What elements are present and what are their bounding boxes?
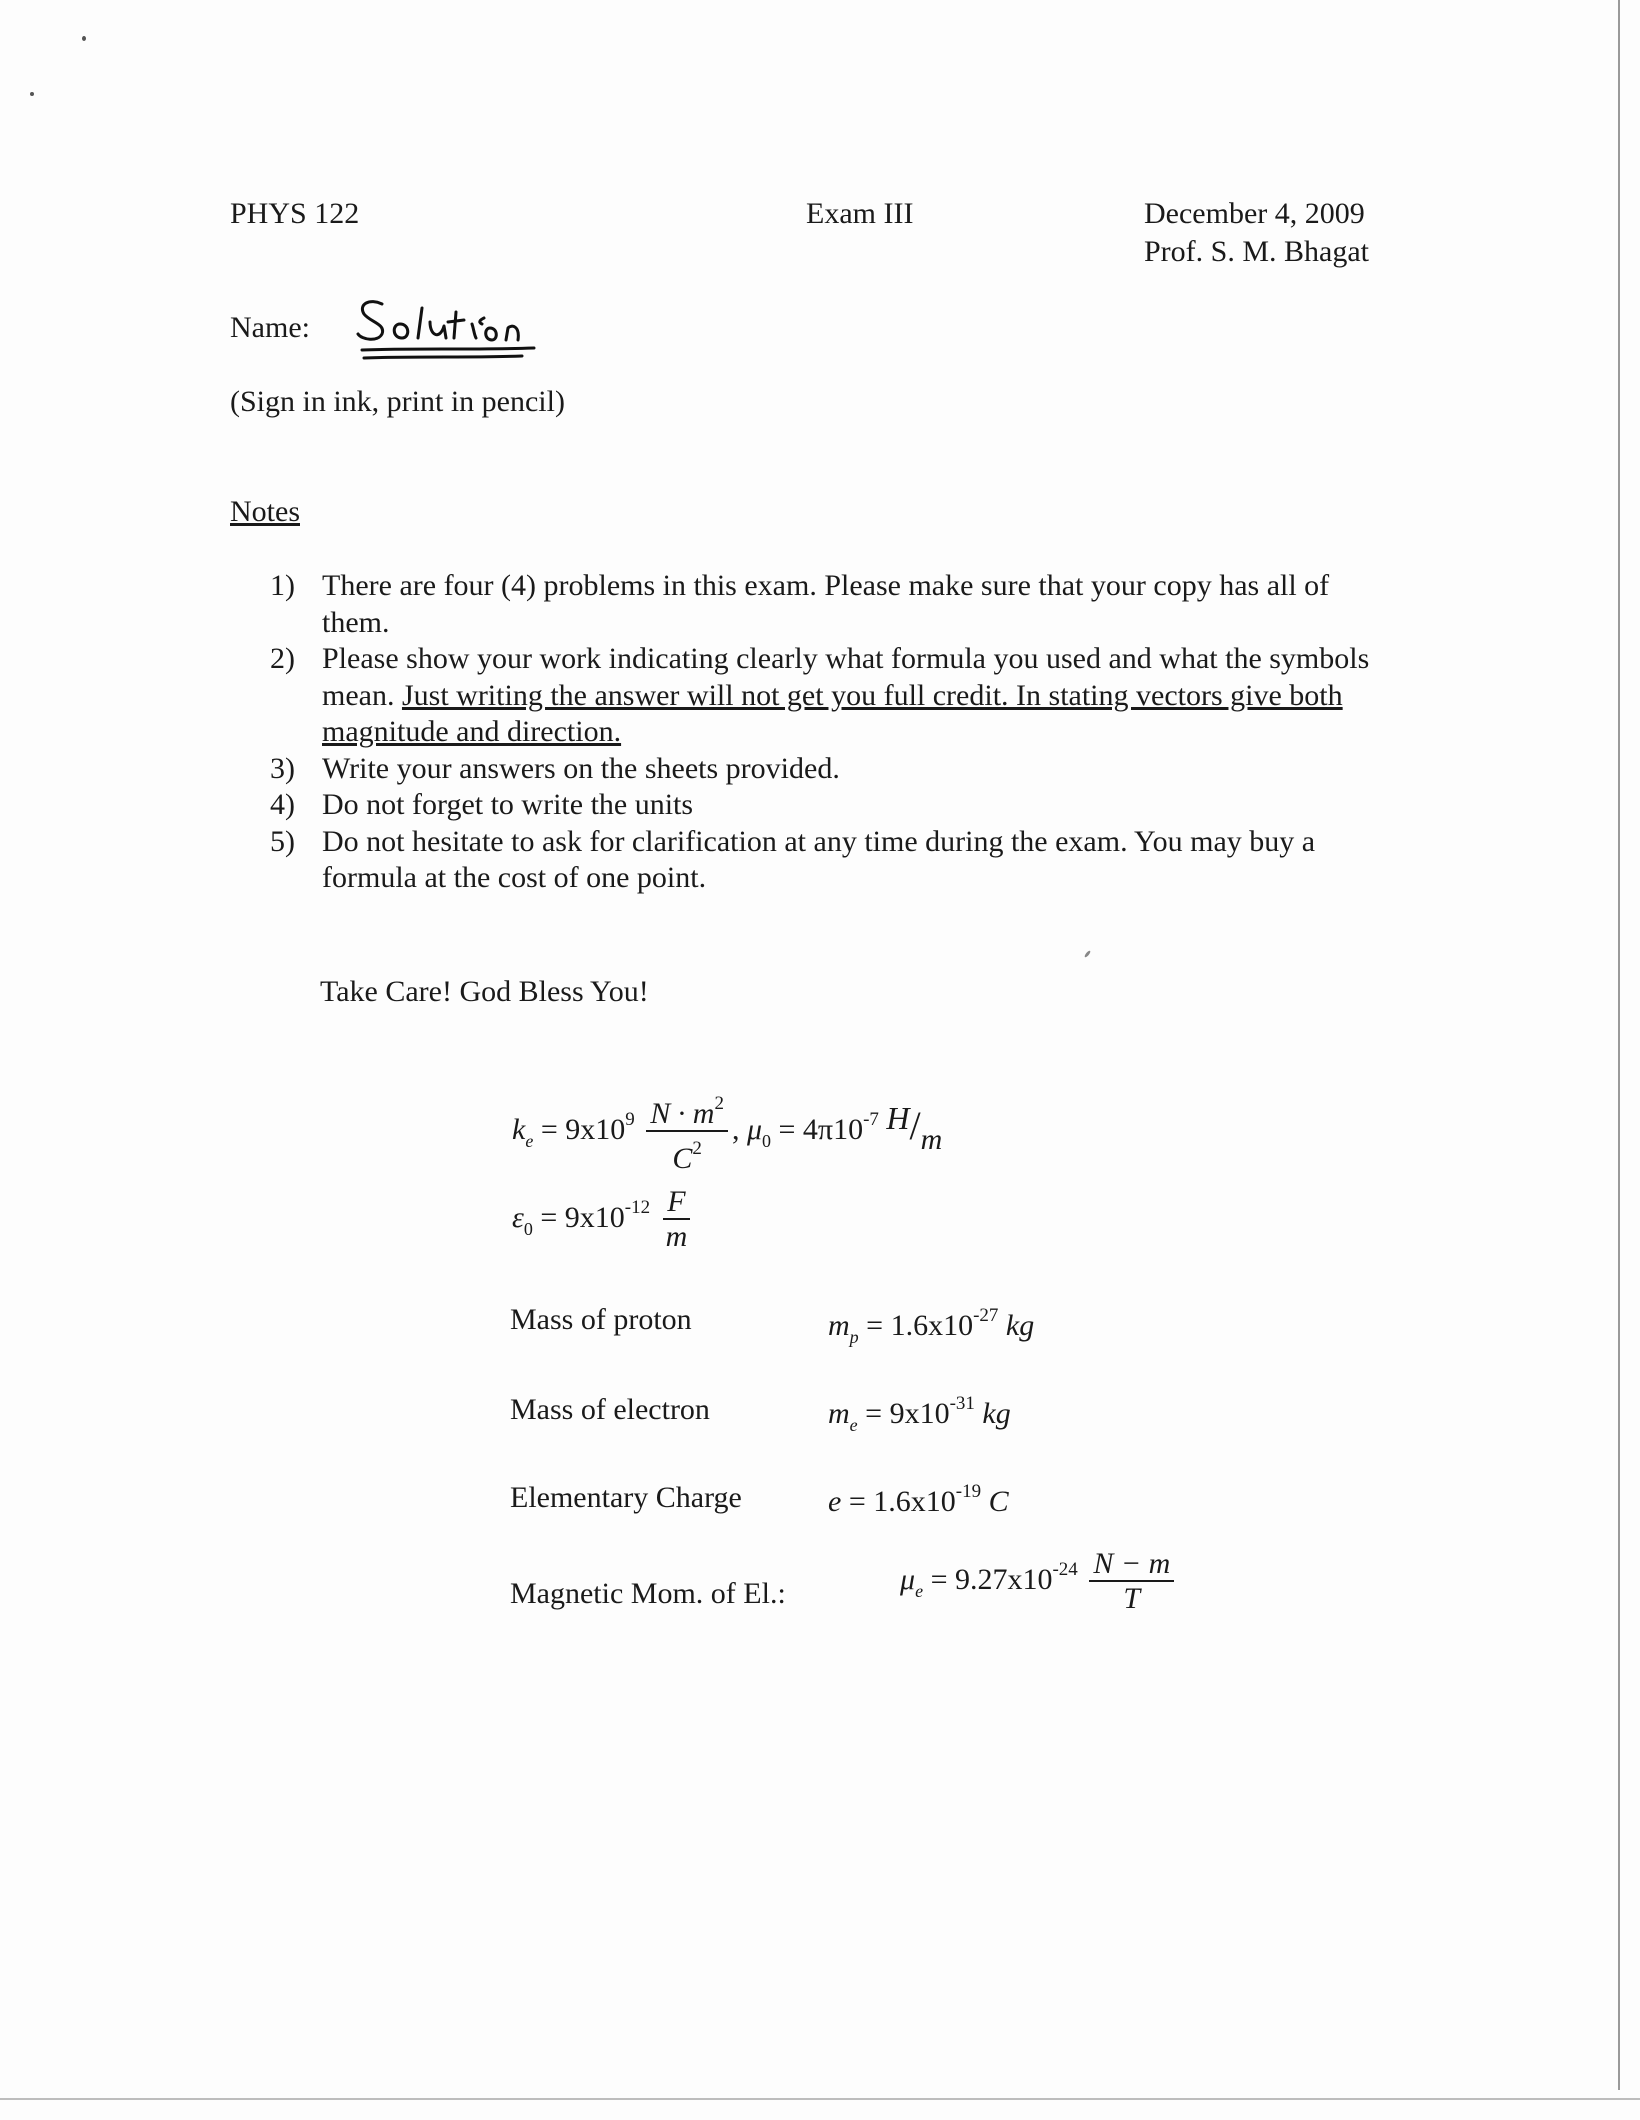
- magnetic-moment-unit-denominator: T: [1123, 1582, 1141, 1615]
- mu0-symbol: μ: [746, 1112, 762, 1146]
- proton-mass-label: Mass of proton: [510, 1303, 692, 1336]
- magnetic-moment-unit-fraction: [1089, 1548, 1174, 1616]
- electron-mass-mantissa: = 9x10: [865, 1397, 950, 1430]
- name-label: Name:: [230, 311, 310, 344]
- scan-edge-right: [1618, 0, 1620, 2090]
- signature-instruction: (Sign in ink, print in pencil): [230, 385, 565, 418]
- ke-unit-num-text: N · m: [650, 1097, 715, 1130]
- ke-unit-num-exp: 2: [714, 1093, 724, 1114]
- magnetic-moment-value: [900, 1548, 1178, 1616]
- mu0-unit-slash: /: [909, 1102, 921, 1148]
- handwritten-signature: [352, 290, 542, 368]
- mu0-exponent: -7: [863, 1108, 879, 1130]
- scan-speck: [1084, 950, 1091, 958]
- ke-unit-numerator: [646, 1088, 728, 1132]
- proton-mass-symbol: m: [828, 1309, 850, 1342]
- note-number: 3): [270, 751, 295, 785]
- ke-symbol: k: [512, 1112, 526, 1146]
- elementary-charge-value: [828, 1474, 1009, 1520]
- note-text: Do not hesitate to ask for clarification at any time during the exam. You may buy a formula at the cost of one point.: [322, 824, 1316, 894]
- scan-speck: [82, 36, 86, 41]
- proton-mass-subscript: p: [849, 1327, 859, 1347]
- electron-mass-label: Mass of electron: [510, 1393, 710, 1426]
- note-text: [322, 642, 1369, 748]
- note-text: Do not forget to write the units: [322, 788, 694, 821]
- proton-mass-value: [828, 1298, 1034, 1355]
- ke-subscript: e: [525, 1130, 534, 1151]
- magnetic-moment-label: Magnetic Mom. of El.:: [510, 1577, 786, 1610]
- note-item: [270, 641, 1390, 751]
- note-text-underlined: Just writing the answer will not get you full credit. In stating vectors give both magnitude and direction.: [322, 678, 1343, 748]
- closing-message: Take Care! God Bless You!: [320, 975, 649, 1008]
- note-item: [270, 751, 1390, 788]
- note-item: [270, 568, 1390, 641]
- exam-title: Exam III: [806, 197, 914, 230]
- note-number: 4): [270, 788, 295, 821]
- mu0-unit-num: H: [886, 1099, 910, 1136]
- electron-mass-subscript: e: [849, 1415, 858, 1435]
- eps0-exponent: -12: [624, 1196, 651, 1218]
- ke-unit-den-exp: 2: [692, 1138, 702, 1159]
- note-text-plain: Please show your work indicating clearly what formula you used and what the symbols mean.: [322, 642, 1370, 712]
- note-number: 1): [270, 569, 295, 602]
- note-number: 2): [270, 642, 295, 675]
- constant-ke-mu0: $k_e = 9x10^9$ $\frac{N \cdot m^2}{C^2}$ , $\mu_0 = 4\pi 10^{-7}$ H/m: [512, 1088, 942, 1176]
- mu0-unit-den: m: [920, 1122, 943, 1156]
- eps0-unit-denominator: m: [665, 1220, 688, 1253]
- course-code: PHYS 122: [230, 197, 360, 230]
- notes-list: [270, 568, 1390, 897]
- scan-edge-bottom: [0, 2098, 1640, 2100]
- professor-name: Prof. S. M. Bhagat: [1144, 235, 1369, 268]
- elementary-charge-label: Elementary Charge: [510, 1481, 742, 1514]
- exam-date: December 4, 2009: [1144, 197, 1365, 230]
- note-number: 5): [270, 824, 295, 858]
- electron-mass-exponent: -31: [949, 1393, 975, 1414]
- proton-mass-unit: kg: [1005, 1309, 1035, 1342]
- proton-mass-mantissa: = 1.6x10: [866, 1309, 974, 1342]
- elementary-charge-symbol: e: [828, 1485, 842, 1518]
- electron-mass-symbol: m: [828, 1397, 850, 1430]
- magnetic-moment-exponent: -24: [1052, 1558, 1078, 1580]
- scan-speck: [30, 92, 34, 96]
- ke-unit-den-text: C: [672, 1142, 693, 1175]
- note-item: [270, 787, 1390, 824]
- electron-mass-unit: kg: [982, 1397, 1011, 1430]
- mu0-subscript: 0: [762, 1130, 771, 1151]
- eps0-unit-fraction: [662, 1186, 692, 1254]
- elementary-charge-unit: C: [988, 1485, 1009, 1518]
- eps0-subscript: 0: [523, 1218, 533, 1239]
- magnetic-moment-symbol: μ: [900, 1562, 916, 1596]
- magnetic-moment-mantissa: = 9.27x10: [930, 1562, 1053, 1596]
- note-text: There are four (4) problems in this exam. Please make sure that your copy has all of them.: [322, 569, 1330, 639]
- elementary-charge-exponent: -19: [955, 1481, 982, 1502]
- electron-mass-value: [828, 1386, 1011, 1443]
- eps0-symbol: ε: [512, 1200, 524, 1234]
- proton-mass-exponent: -27: [973, 1305, 999, 1326]
- elementary-charge-mantissa: = 1.6x10: [848, 1485, 956, 1518]
- ke-mantissa: = 9x10: [540, 1112, 626, 1146]
- ke-exponent: 9: [625, 1108, 635, 1130]
- ke-unit-denominator: [668, 1132, 706, 1176]
- ke-unit-fraction: [646, 1088, 728, 1176]
- mu0-value: = 4π10: [778, 1112, 864, 1146]
- constant-eps0: [512, 1186, 695, 1254]
- notes-heading: Notes: [230, 495, 300, 528]
- magnetic-moment-unit-numerator: N − m: [1089, 1548, 1174, 1582]
- eps0-mantissa: = 9x10: [540, 1200, 625, 1234]
- note-text: Write your answers on the sheets provided.: [322, 751, 840, 785]
- note-item: [270, 824, 1390, 897]
- eps0-unit-numerator: F: [663, 1186, 689, 1220]
- magnetic-moment-subscript: e: [915, 1580, 924, 1601]
